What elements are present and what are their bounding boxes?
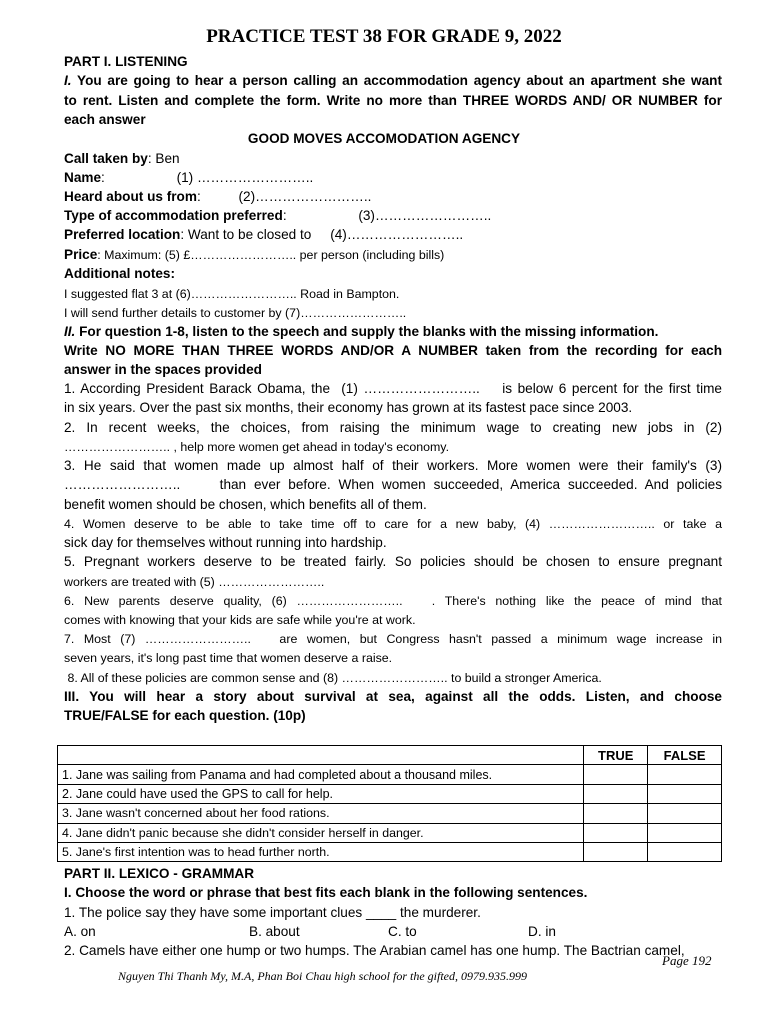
- table-row: [58, 765, 722, 784]
- statement-cell: 1. Jane was sailing from Panama and had completed about a thousand miles.: [58, 765, 584, 784]
- sec3-instruction-line1: III. You will hear a story about survival at sea, against all the odds. Listen, and choose: [64, 689, 722, 704]
- sec2-instruction-line3: answer in the spaces provided: [64, 362, 262, 377]
- type-label: Type of accommodation preferred: [64, 208, 283, 223]
- statement-cell: 3. Jane wasn't concerned about her food rations.: [58, 804, 584, 823]
- name-value: : (1) ……………………..: [101, 170, 314, 185]
- q6-line2: comes with knowing that your kids are safe while you're at work.: [64, 613, 416, 627]
- pref-label: Preferred location: [64, 227, 181, 242]
- footer-text: Nguyen Thi Thanh My, M.A, Phan Boi Chau high school for the gifted, 0979.935.999: [118, 969, 527, 983]
- q5-line1: 5. Pregnant workers deserve to be treated fairly. So policies should be chosen to ensure pregnant: [64, 554, 722, 569]
- false-cell[interactable]: [648, 823, 722, 842]
- sec2-number: II.: [64, 324, 76, 339]
- false-cell[interactable]: [648, 765, 722, 784]
- table-header-row: [58, 746, 722, 765]
- true-cell[interactable]: [584, 784, 648, 803]
- table-header-true: TRUE: [584, 746, 648, 765]
- table-header-false: FALSE: [648, 746, 722, 765]
- sec1-number: I.: [64, 73, 72, 88]
- q3-line1: 3. He said that women made up almost half of their workers. More women were their family's (3): [64, 458, 722, 473]
- note-line2: I will send further details to customer by (7)……………………..: [64, 306, 407, 320]
- table-row: [58, 823, 722, 842]
- sec1-instruction-line3: each answer: [64, 112, 146, 127]
- q4-line1: 4. Women deserve to be able to take time off to care for a new baby, (4) …………………….. or take a: [64, 517, 722, 531]
- agency-heading: GOOD MOVES ACCOMODATION AGENCY: [247, 131, 521, 146]
- sec1-instruction-line2: to rent. Listen and complete the form. Write no more than THREE WORDS AND/ OR NUMBER for: [64, 93, 722, 108]
- q6-line1: 6. New parents deserve quality, (6) …………………….. . There's nothing like the peace of mind that: [64, 594, 722, 608]
- heard-value: : (2)……………………..: [196, 189, 372, 204]
- call-label: Call taken by: [64, 151, 148, 166]
- q7-line2: seven years, it's long past time that women deserve a raise.: [64, 651, 393, 665]
- q3-line2: …………………….. than ever before. When women succeeded, America succeeded. And policies: [64, 477, 722, 492]
- option-d: D. in: [528, 924, 556, 939]
- price-label: Price: [64, 247, 98, 262]
- true-cell[interactable]: [584, 765, 648, 784]
- statement-cell: 4. Jane didn't panic because she didn't consider herself in danger.: [58, 823, 584, 842]
- page-title: PRACTICE TEST 38 FOR GRADE 9, 2022: [206, 26, 562, 47]
- part2-instruction: I. Choose the word or phrase that best fits each blank in the following sentences.: [64, 885, 588, 900]
- q1-line2: in six years. Over the past six months, their economy has grown at its fastest pace since 2003.: [64, 400, 633, 415]
- sec2-instruction-line2: Write NO MORE THAN THREE WORDS AND/OR A NUMBER taken from the recording for each: [64, 343, 722, 358]
- true-cell[interactable]: [584, 842, 648, 861]
- part1-heading: PART I. LISTENING: [64, 54, 188, 69]
- part2-heading: PART II. LEXICO - GRAMMAR: [64, 866, 255, 881]
- q7-line1: 7. Most (7) …………………….. are women, but Congress hasn't passed a minimum wage increase in: [64, 632, 722, 646]
- table-row: [58, 842, 722, 861]
- statement-cell: 5. Jane's first intention was to head further north.: [58, 842, 584, 861]
- option-b: B. about: [249, 924, 300, 939]
- true-cell[interactable]: [584, 823, 648, 842]
- q3-line3: benefit women should be chosen, which benefits all of them.: [64, 497, 427, 512]
- call-value: : Ben: [147, 151, 180, 166]
- sec2-instruction-line1: [64, 324, 658, 340]
- q5-line2: workers are treated with (5) ……………………..: [64, 575, 325, 589]
- table-header-question: [58, 746, 584, 765]
- statement-cell: 2. Jane could have used the GPS to call for help.: [58, 784, 584, 803]
- notes-label: Additional notes:: [64, 266, 176, 281]
- false-cell[interactable]: [648, 804, 722, 823]
- q1-line1: 1. According President Barack Obama, the (1) …………………….. is below 6 percent for the first time: [64, 381, 722, 396]
- true-cell[interactable]: [584, 804, 648, 823]
- price-value: : Maximum: (5) £…………………….. per person (including bills): [97, 248, 445, 262]
- note-line1: I suggested flat 3 at (6)…………………….. Road in Bampton.: [64, 287, 400, 301]
- type-value: : (3)……………………..: [282, 208, 492, 223]
- form-row-call: [64, 151, 180, 167]
- q2-line2: …………………….. , help more women get ahead in today's economy.: [64, 440, 450, 454]
- true-false-table: [57, 745, 722, 862]
- option-a: A. on: [64, 924, 96, 939]
- form-row-price: [64, 247, 444, 263]
- page-number: Page 192: [662, 953, 712, 968]
- form-row-heard: [64, 189, 371, 205]
- form-row-location: [64, 227, 463, 243]
- pref-value: : Want to be closed to (4)……………………..: [180, 227, 464, 242]
- false-cell[interactable]: [648, 842, 722, 861]
- part2-q2: 2. Camels have either one hump or two humps. The Arabian camel has one hump. The Bactrian camel,: [64, 943, 685, 958]
- sec3-instruction-line2: TRUE/FALSE for each question. (10p): [64, 708, 306, 723]
- table-row: [58, 804, 722, 823]
- heard-label: Heard about us from: [64, 189, 197, 204]
- sec1-instruction-text1: You are going to hear a person calling an accommodation agency about an apartment she want: [77, 73, 723, 88]
- name-label: Name: [64, 170, 102, 185]
- q4-line2: sick day for themselves without running into hardship.: [64, 535, 387, 550]
- sec1-instruction-line1: [64, 73, 722, 89]
- table-row: [58, 784, 722, 803]
- q8-line: 8. All of these policies are common sense and (8) …………………….. to build a stronger America.: [64, 671, 602, 685]
- form-row-name: [64, 170, 313, 186]
- sec2-instruction-text1: For question 1-8, listen to the speech and supply the blanks with the missing information.: [79, 324, 659, 339]
- form-row-type: [64, 208, 491, 224]
- false-cell[interactable]: [648, 784, 722, 803]
- part2-q1: 1. The police say they have some important clues ____ the murderer.: [64, 905, 481, 920]
- q2-line1: 2. In recent weeks, the choices, from raising the minimum wage to creating new jobs in (2): [64, 420, 722, 435]
- option-c: C. to: [388, 924, 417, 939]
